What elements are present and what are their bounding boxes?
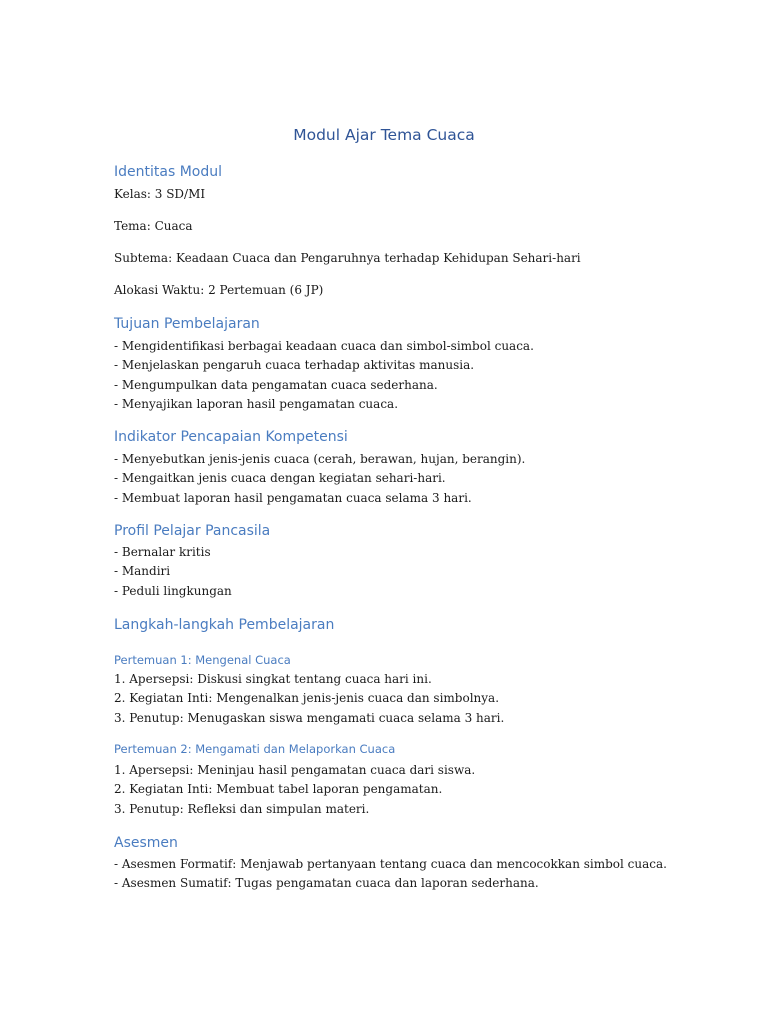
subtema-text: Subtema: Keadaan Cuaca dan Pengaruhnya terhadap Kehidupan Sehari-hari — [114, 251, 581, 265]
heading-langkah-pembelajaran: Langkah-langkah Pembelajaran — [114, 617, 335, 633]
list-item: - Membuat laporan hasil pengamatan cuaca selama 3 hari. — [114, 490, 472, 505]
list-item: 3. Penutup: Menugaskan siswa mengamati cuaca selama 3 hari. — [114, 710, 505, 725]
list-item: - Bernalar kritis — [114, 545, 211, 559]
list-item: 1. Apersepsi: Diskusi singkat tentang cuaca hari ini. — [114, 672, 432, 686]
list-item: - Menyebutkan jenis-jenis cuaca (cerah, berawan, hujan, berangin). — [114, 452, 526, 466]
heading-pertemuan-2: Pertemuan 2: Mengamati dan Melaporkan Cuaca — [114, 742, 396, 756]
list-item: - Mandiri — [114, 564, 171, 579]
list-item: 2. Kegiatan Inti: Membuat tabel laporan pengamatan. — [114, 782, 443, 797]
list-item: - Menyajikan laporan hasil pengamatan cuaca. — [114, 396, 399, 411]
list-item: - Mengidentifikasi berbagai keadaan cuaca dan simbol-simbol cuaca. — [114, 339, 534, 353]
list-item: - Menjelaskan pengaruh cuaca terhadap aktivitas manusia. — [114, 358, 475, 373]
list-item: 1. Apersepsi: Meninjau hasil pengamatan cuaca dari siswa. — [114, 763, 476, 777]
list-item: 2. Kegiatan Inti: Mengenalkan jenis-jenis cuaca dan simbolnya. — [114, 691, 500, 706]
heading-indikator: Indikator Pencapaian Kompetensi — [114, 429, 348, 445]
kelas-text: Kelas: 3 SD/MI — [114, 187, 206, 201]
pertemuan-2-list — [114, 761, 475, 819]
alokasi-waktu-text: Alokasi Waktu: 2 Pertemuan (6 JP) — [114, 283, 324, 297]
list-item: - Mengaitkan jenis cuaca dengan kegiatan sehari-hari. — [114, 471, 446, 486]
heading-asesmen: Asesmen — [114, 835, 178, 851]
heading-tujuan-pembelajaran: Tujuan Pembelajaran — [114, 316, 260, 332]
list-item: - Asesmen Sumatif: Tugas pengamatan cuaca dan laporan sederhana. — [114, 876, 539, 891]
heading-identitas-modul: Identitas Modul — [114, 164, 222, 180]
indikator-list — [114, 450, 525, 508]
pertemuan-1-list — [114, 670, 504, 728]
heading-pertemuan-1: Pertemuan 1: Mengenal Cuaca — [114, 653, 291, 667]
tujuan-list — [114, 337, 534, 414]
list-item: 3. Penutup: Refleksi dan simpulan materi. — [114, 801, 370, 816]
asesmen-list — [114, 855, 667, 894]
heading-profil-pelajar: Profil Pelajar Pancasila — [114, 523, 271, 539]
tema-text: Tema: Cuaca — [114, 219, 193, 233]
list-item: - Asesmen Formatif: Menjawab pertanyaan tentang cuaca dan mencocokkan simbol cuaca. — [114, 857, 667, 871]
profil-list — [114, 543, 232, 601]
list-item: - Peduli lingkungan — [114, 583, 232, 598]
list-item: - Mengumpulkan data pengamatan cuaca sederhana. — [114, 377, 438, 392]
document-title: Modul Ajar Tema Cuaca — [293, 126, 475, 144]
